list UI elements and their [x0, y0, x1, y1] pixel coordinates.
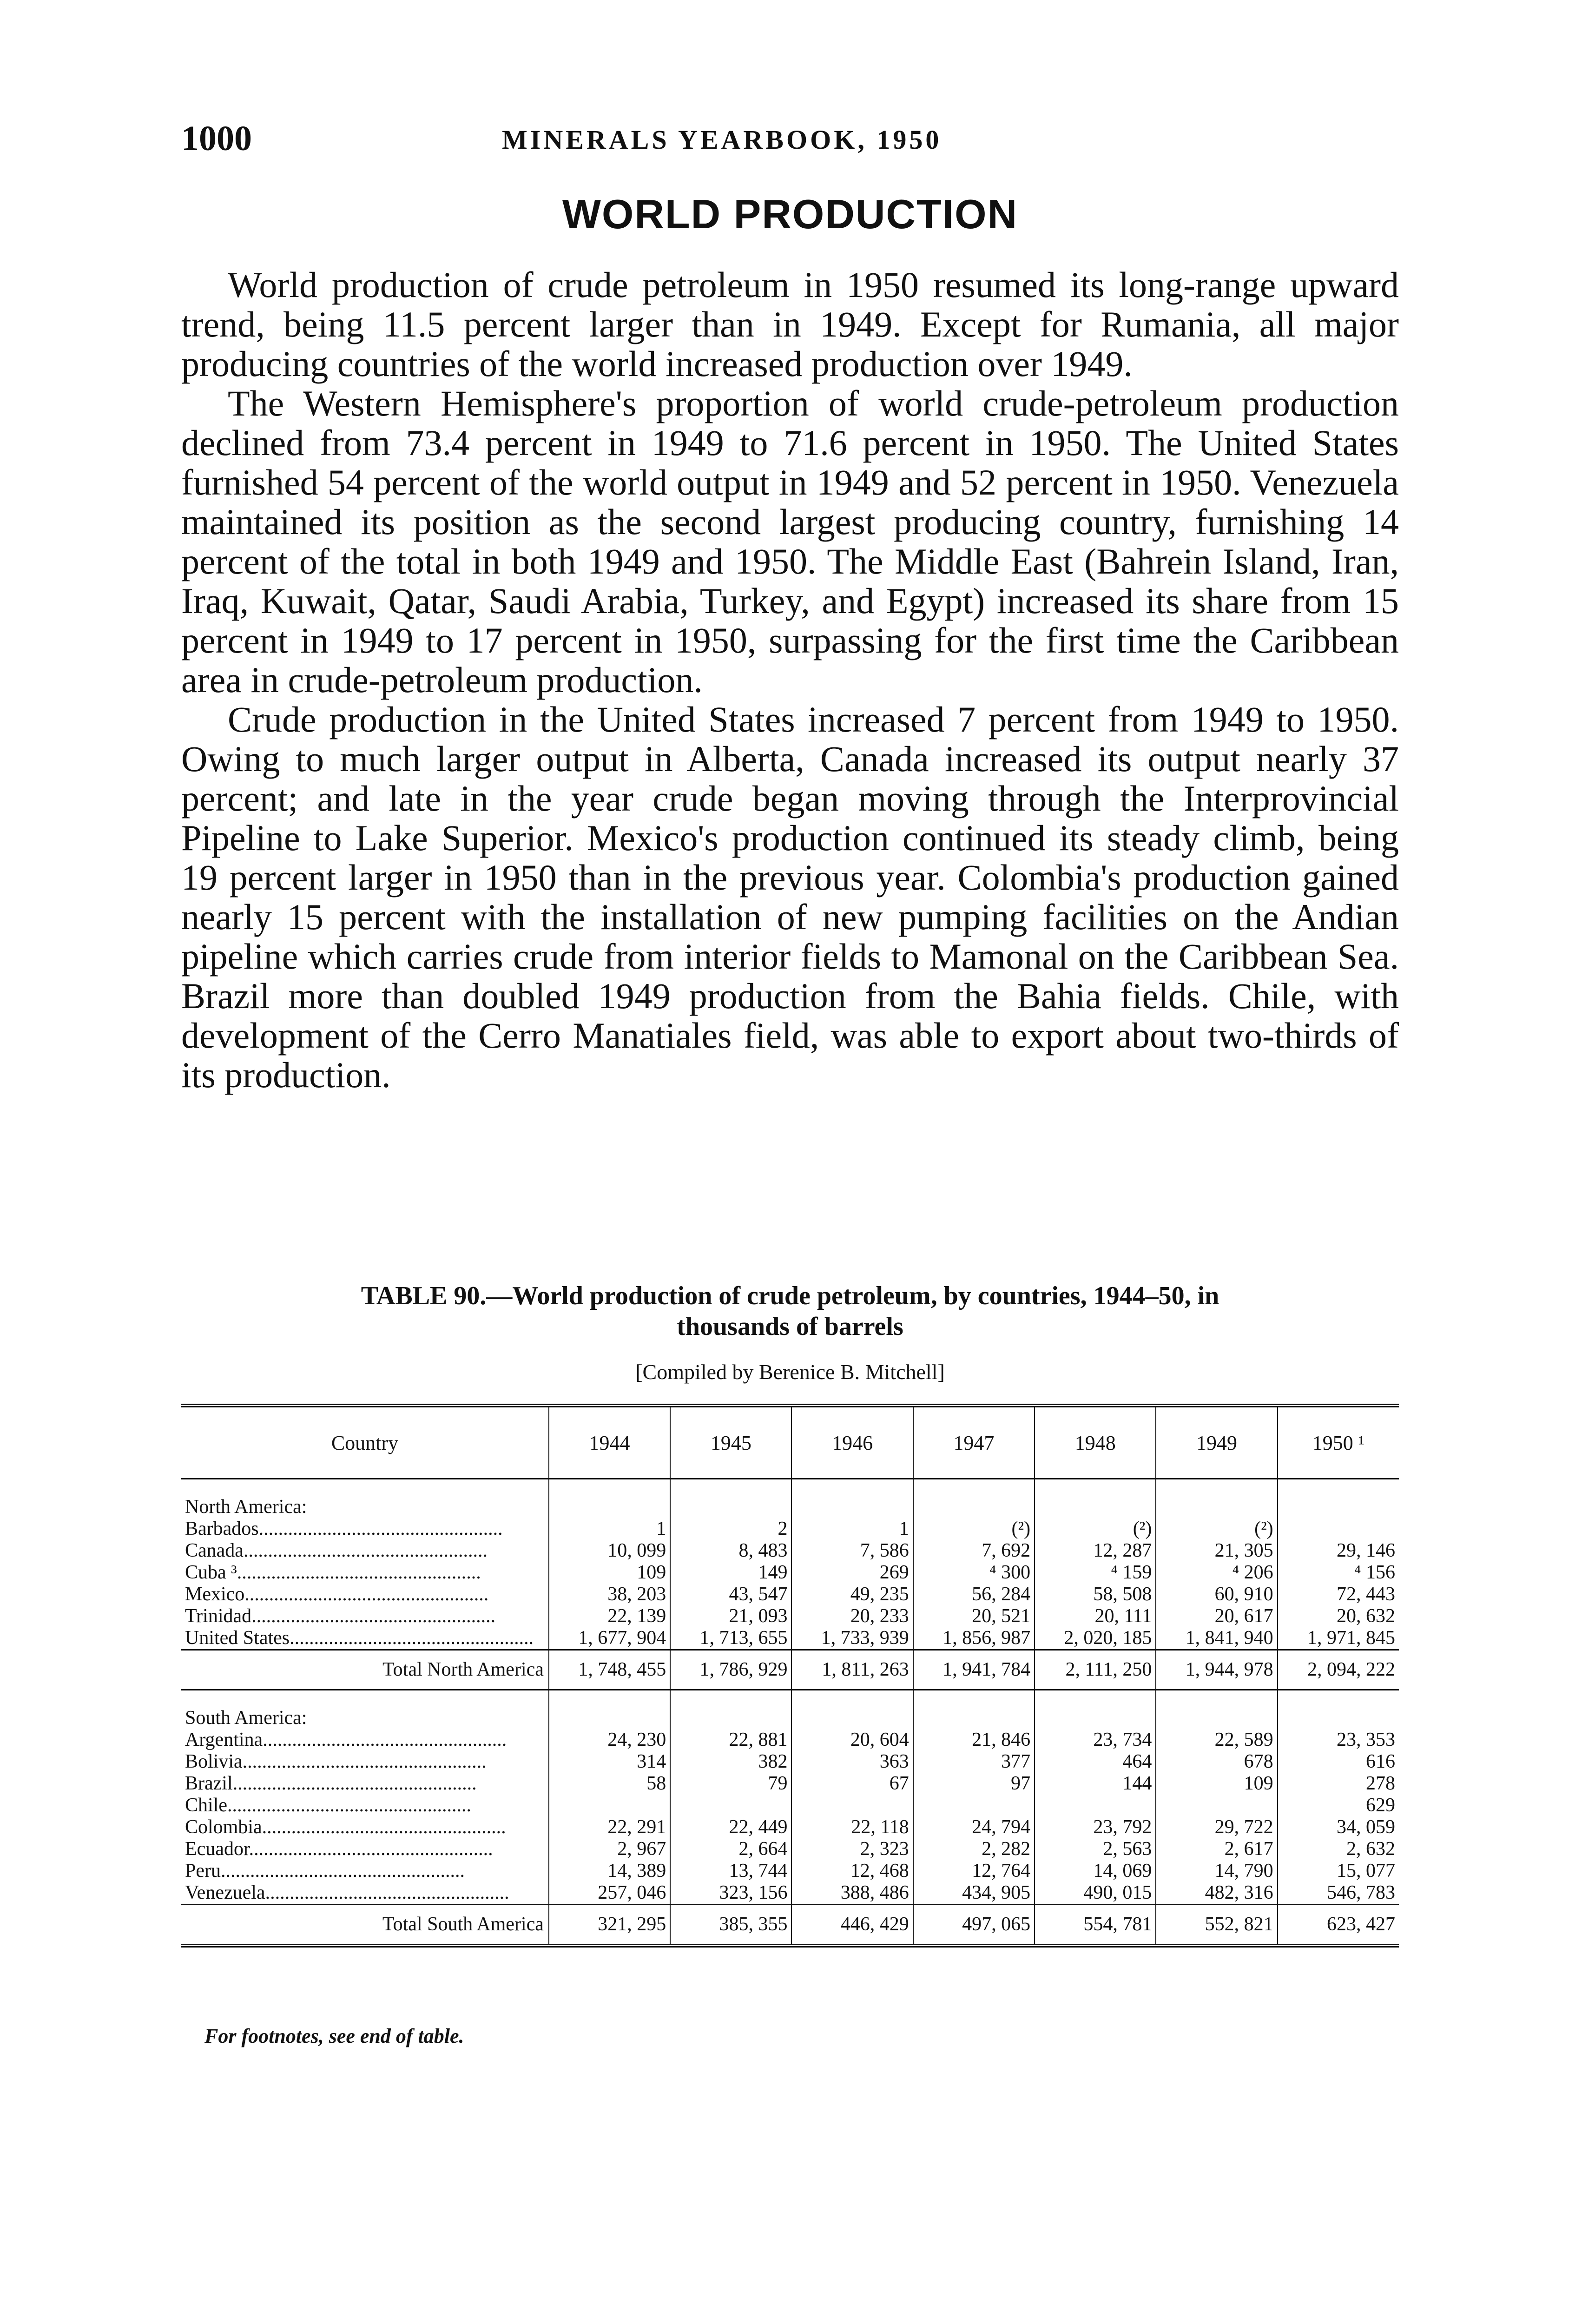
table-title-line-1: TABLE 90.—World production of crude petroleum, by countries, 1944–50, in	[361, 1281, 1219, 1310]
value-cell: 20, 604	[791, 1729, 913, 1751]
table-row	[181, 1751, 1399, 1773]
empty-cell	[1278, 1479, 1399, 1519]
dot-leader: ..................................................	[290, 1627, 534, 1649]
total-value-cell: 623, 427	[1278, 1905, 1399, 1946]
value-cell: 490, 015	[1035, 1882, 1156, 1905]
table-title-line-2: thousands of barrels	[677, 1312, 903, 1341]
value-cell: 2	[670, 1518, 791, 1540]
value-cell: 49, 235	[791, 1584, 913, 1605]
column-header-1946: 1946	[791, 1406, 913, 1479]
total-value-cell: 497, 065	[913, 1905, 1035, 1946]
value-cell: 22, 291	[549, 1816, 670, 1838]
value-cell: 629	[1278, 1795, 1399, 1816]
empty-cell	[791, 1479, 913, 1519]
table-row	[181, 1562, 1399, 1584]
value-cell: 20, 632	[1278, 1605, 1399, 1627]
value-cell	[549, 1795, 670, 1816]
paragraph-3: Crude production in the United States increased 7 percent from 1949 to 1950. Owing to much larger output in Alberta, Canada increased its output nearly 37 percent; and late in the year crude began moving through the Interprovincial Pipeline to Lake Superior. Mexico's production continued its steady climb, being 19 percent larger in 1950 than in the previous year. Colombia's production gained nearly 15 percent with the installation of new pumping facilities on the Andian pipeline which carries crude from interior fields to Mamonal on the Caribbean Sea. Brazil more than doubled 1949 production from the Bahia fields. Chile, with development of the Cerro Manatiales field, was able to export about two-thirds of its production.	[181, 699, 1399, 1095]
value-cell: 79	[670, 1773, 791, 1795]
value-cell: 314	[549, 1751, 670, 1773]
column-header-1950: 1950 ¹	[1278, 1406, 1399, 1479]
value-cell	[1278, 1518, 1399, 1540]
production-table	[181, 1404, 1399, 1948]
value-cell	[1156, 1795, 1277, 1816]
value-cell: 20, 617	[1156, 1605, 1277, 1627]
table-row	[181, 1882, 1399, 1905]
country-name: Canada..................................................	[185, 1540, 488, 1561]
total-value-cell: 1, 786, 929	[670, 1650, 791, 1690]
value-cell: 23, 353	[1278, 1729, 1399, 1751]
value-cell: 144	[1035, 1773, 1156, 1795]
value-cell: 616	[1278, 1751, 1399, 1773]
table-row	[181, 1816, 1399, 1838]
value-cell: 56, 284	[913, 1584, 1035, 1605]
value-cell: 15, 077	[1278, 1860, 1399, 1882]
section-title: WORLD PRODUCTION	[562, 191, 1018, 237]
empty-cell	[670, 1690, 791, 1730]
country-name: United States..................................................	[185, 1627, 534, 1649]
table-body	[181, 1479, 1399, 1946]
value-cell: 1, 677, 904	[549, 1627, 670, 1650]
dot-leader: ..................................................	[262, 1816, 506, 1838]
value-cell: 12, 287	[1035, 1540, 1156, 1562]
value-cell: 21, 093	[670, 1605, 791, 1627]
table-row	[181, 1627, 1399, 1650]
value-cell: 2, 020, 185	[1035, 1627, 1156, 1650]
value-cell: 257, 046	[549, 1882, 670, 1905]
value-cell: 2, 664	[670, 1838, 791, 1860]
country-name: Chile..................................................	[185, 1795, 471, 1816]
country-name: Barbados..................................................	[185, 1518, 503, 1539]
value-cell: 43, 547	[670, 1584, 791, 1605]
running-head: MINERALS YEARBOOK, 1950	[502, 125, 942, 155]
value-cell: 269	[791, 1562, 913, 1584]
value-cell: 1, 841, 940	[1156, 1627, 1277, 1650]
country-name: Cuba ³..................................................	[185, 1562, 481, 1583]
value-cell: 149	[670, 1562, 791, 1584]
value-cell: (²)	[913, 1518, 1035, 1540]
value-cell: 12, 468	[791, 1860, 913, 1882]
page-number: 1000	[181, 119, 252, 158]
column-header-1944: 1944	[549, 1406, 670, 1479]
value-cell: 21, 305	[1156, 1540, 1277, 1562]
value-cell: 1	[791, 1518, 913, 1540]
compiled-by-note: [Compiled by Berenice B. Mitchell]	[635, 1360, 945, 1384]
value-cell: 1, 733, 939	[791, 1627, 913, 1650]
value-cell: 67	[791, 1773, 913, 1795]
value-cell: 109	[1156, 1773, 1277, 1795]
empty-cell	[1278, 1690, 1399, 1730]
value-cell: 22, 118	[791, 1816, 913, 1838]
table-row	[181, 1795, 1399, 1816]
value-cell: 22, 449	[670, 1816, 791, 1838]
dot-leader: ..................................................	[251, 1605, 496, 1627]
total-label: Total South America	[181, 1905, 549, 1946]
value-cell: 1, 971, 845	[1278, 1627, 1399, 1650]
empty-cell	[1035, 1690, 1156, 1730]
value-cell: 7, 692	[913, 1540, 1035, 1562]
total-value-cell: 554, 781	[1035, 1905, 1156, 1946]
total-label: Total North America	[181, 1650, 549, 1690]
value-cell: 363	[791, 1751, 913, 1773]
value-cell: 382	[670, 1751, 791, 1773]
dot-leader: ..................................................	[242, 1751, 487, 1772]
value-cell: 2, 617	[1156, 1838, 1277, 1860]
value-cell: 434, 905	[913, 1882, 1035, 1905]
value-cell: ⁴ 300	[913, 1562, 1035, 1584]
value-cell: 2, 282	[913, 1838, 1035, 1860]
country-name: Argentina..................................................	[185, 1729, 507, 1750]
value-cell: 8, 483	[670, 1540, 791, 1562]
value-cell: 678	[1156, 1751, 1277, 1773]
dot-leader: ..................................................	[249, 1838, 493, 1860]
total-value-cell: 1, 748, 455	[549, 1650, 670, 1690]
table-row	[181, 1860, 1399, 1882]
value-cell: 7, 586	[791, 1540, 913, 1562]
value-cell: 14, 389	[549, 1860, 670, 1882]
dot-leader: ..................................................	[263, 1729, 507, 1750]
table-header-row	[181, 1406, 1399, 1479]
country-name: Brazil..................................................	[185, 1773, 477, 1794]
page-header	[181, 119, 1399, 170]
value-cell: ⁴ 156	[1278, 1562, 1399, 1584]
table-row	[181, 1518, 1399, 1540]
table-row	[181, 1584, 1399, 1605]
value-cell: 97	[913, 1773, 1035, 1795]
value-cell: 10, 099	[549, 1540, 670, 1562]
value-cell: (²)	[1156, 1518, 1277, 1540]
dot-leader: ..................................................	[221, 1860, 465, 1882]
table-row	[181, 1838, 1399, 1860]
dot-leader: ..................................................	[227, 1795, 471, 1816]
value-cell: 377	[913, 1751, 1035, 1773]
total-value-cell: 2, 094, 222	[1278, 1650, 1399, 1690]
country-name: Peru..................................................	[185, 1860, 465, 1882]
value-cell: 1, 856, 987	[913, 1627, 1035, 1650]
value-cell: 13, 744	[670, 1860, 791, 1882]
value-cell: 24, 230	[549, 1729, 670, 1751]
country-name: Trinidad..................................................	[185, 1605, 496, 1627]
empty-cell	[791, 1690, 913, 1730]
total-value-cell: 321, 295	[549, 1905, 670, 1946]
value-cell: 546, 783	[1278, 1882, 1399, 1905]
value-cell: 2, 632	[1278, 1838, 1399, 1860]
value-cell: 21, 846	[913, 1729, 1035, 1751]
empty-cell	[1156, 1479, 1277, 1519]
value-cell: 2, 323	[791, 1838, 913, 1860]
value-cell: 22, 589	[1156, 1729, 1277, 1751]
total-value-cell: 552, 821	[1156, 1905, 1277, 1946]
empty-cell	[1156, 1690, 1277, 1730]
value-cell: 12, 764	[913, 1860, 1035, 1882]
total-value-cell: 2, 111, 250	[1035, 1650, 1156, 1690]
empty-cell	[913, 1479, 1035, 1519]
dot-leader: ..................................................	[265, 1882, 509, 1903]
value-cell: 1	[549, 1518, 670, 1540]
value-cell	[670, 1795, 791, 1816]
value-cell: 38, 203	[549, 1584, 670, 1605]
region-label: South America:	[185, 1707, 307, 1729]
value-cell: 58, 508	[1035, 1584, 1156, 1605]
country-name: Colombia..................................................	[185, 1816, 506, 1838]
value-cell: 72, 443	[1278, 1584, 1399, 1605]
value-cell: 20, 233	[791, 1605, 913, 1627]
value-cell: 60, 910	[1156, 1584, 1277, 1605]
total-row	[181, 1905, 1399, 1946]
value-cell: 482, 316	[1156, 1882, 1277, 1905]
dot-leader: ..................................................	[244, 1584, 489, 1605]
dot-leader: ..................................................	[237, 1562, 481, 1583]
value-cell: 29, 146	[1278, 1540, 1399, 1562]
dot-leader: ..................................................	[232, 1773, 477, 1794]
total-value-cell: 385, 355	[670, 1905, 791, 1946]
paragraph-1: World production of crude petroleum in 1950 resumed its long-range upward trend, being 11.5 percent larger than in 1949. Except for Rumania, all major producing countries of the world increased production over 1949.	[181, 264, 1399, 384]
value-cell	[913, 1795, 1035, 1816]
table-row	[181, 1729, 1399, 1751]
total-row	[181, 1650, 1399, 1690]
value-cell: 22, 881	[670, 1729, 791, 1751]
column-header-1945: 1945	[670, 1406, 791, 1479]
value-cell	[1035, 1795, 1156, 1816]
value-cell: 323, 156	[670, 1882, 791, 1905]
column-header-1948: 1948	[1035, 1406, 1156, 1479]
body-text	[181, 265, 1399, 1095]
value-cell: (²)	[1035, 1518, 1156, 1540]
value-cell: ⁴ 159	[1035, 1562, 1156, 1584]
value-cell: 34, 059	[1278, 1816, 1399, 1838]
total-value-cell: 1, 811, 263	[791, 1650, 913, 1690]
value-cell: ⁴ 206	[1156, 1562, 1277, 1584]
value-cell: 2, 563	[1035, 1838, 1156, 1860]
value-cell: 24, 794	[913, 1816, 1035, 1838]
footnote-reference: For footnotes, see end of table.	[204, 2025, 464, 2047]
value-cell: 23, 792	[1035, 1816, 1156, 1838]
table-caption	[181, 1281, 1399, 1384]
dot-leader: ..................................................	[258, 1518, 503, 1539]
total-value-cell: 446, 429	[791, 1905, 913, 1946]
empty-cell	[549, 1690, 670, 1730]
table-row	[181, 1605, 1399, 1627]
value-cell: 14, 790	[1156, 1860, 1277, 1882]
region-label: North America:	[185, 1496, 307, 1518]
empty-cell	[913, 1690, 1035, 1730]
value-cell: 14, 069	[1035, 1860, 1156, 1882]
column-header-1949: 1949	[1156, 1406, 1277, 1479]
region-header-row	[181, 1690, 1399, 1730]
value-cell: 23, 734	[1035, 1729, 1156, 1751]
value-cell: 58	[549, 1773, 670, 1795]
region-header-row	[181, 1479, 1399, 1519]
dot-leader: ..................................................	[243, 1540, 488, 1561]
total-value-cell: 1, 944, 978	[1156, 1650, 1277, 1690]
country-name: Ecuador..................................................	[185, 1838, 493, 1860]
column-header-1947: 1947	[913, 1406, 1035, 1479]
table-row	[181, 1773, 1399, 1795]
value-cell: 22, 139	[549, 1605, 670, 1627]
empty-cell	[1035, 1479, 1156, 1519]
country-name: Mexico..................................................	[185, 1584, 489, 1605]
table-row	[181, 1540, 1399, 1562]
value-cell: 1, 713, 655	[670, 1627, 791, 1650]
country-name: Bolivia..................................................	[185, 1751, 487, 1772]
value-cell: 2, 967	[549, 1838, 670, 1860]
column-header-country: Country	[181, 1406, 549, 1479]
empty-cell	[670, 1479, 791, 1519]
value-cell	[791, 1795, 913, 1816]
value-cell: 109	[549, 1562, 670, 1584]
value-cell: 20, 111	[1035, 1605, 1156, 1627]
value-cell: 29, 722	[1156, 1816, 1277, 1838]
value-cell: 278	[1278, 1773, 1399, 1795]
value-cell: 20, 521	[913, 1605, 1035, 1627]
value-cell: 464	[1035, 1751, 1156, 1773]
total-value-cell: 1, 941, 784	[913, 1650, 1035, 1690]
empty-cell	[549, 1479, 670, 1519]
country-name: Venezuela..................................................	[185, 1882, 509, 1903]
value-cell: 388, 486	[791, 1882, 913, 1905]
paragraph-2: The Western Hemisphere's proportion of world crude-petroleum production declined from 73.4 percent in 1949 to 71.6 percent in 1950. The United States furnished 54 percent of the world output in 1949 and 52 percent in 1950. Venezuela maintained its position as the second largest producing country, furnishing 14 percent of the total in both 1949 and 1950. The Middle East (Bahrein Island, Iran, Iraq, Kuwait, Qatar, Saudi Arabia, Turkey, and Egypt) increased its share from 15 percent in 1949 to 17 percent in 1950, surpassing for the first time the Caribbean area in crude-petroleum production.	[181, 383, 1399, 700]
